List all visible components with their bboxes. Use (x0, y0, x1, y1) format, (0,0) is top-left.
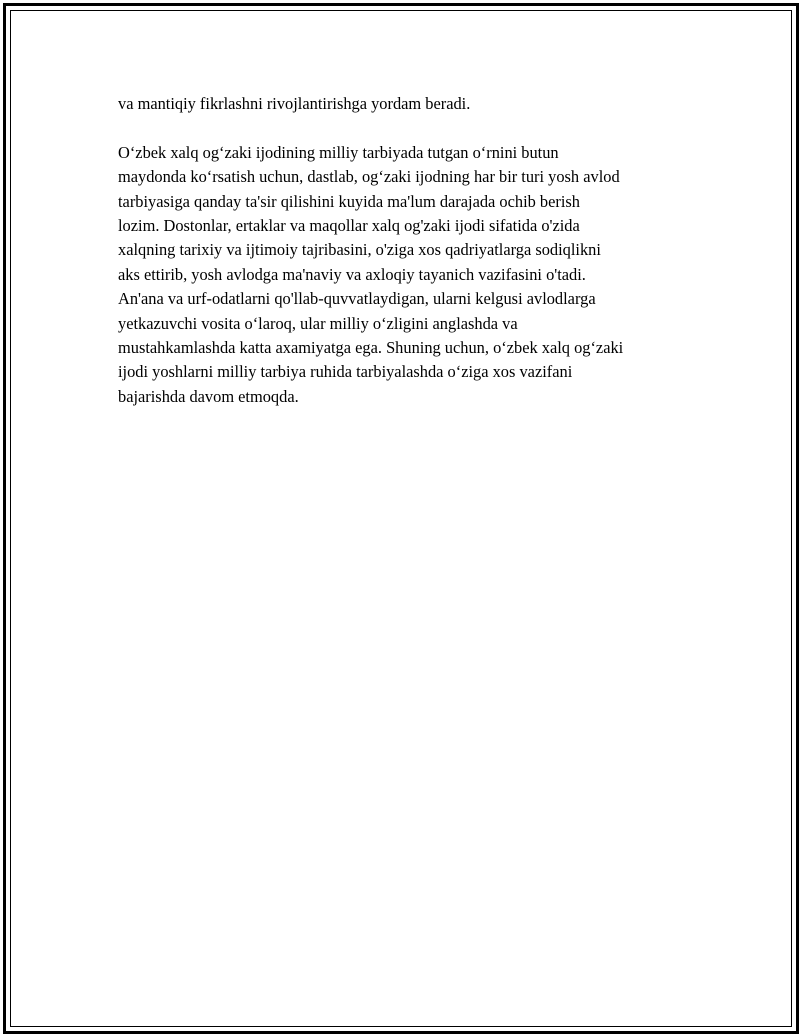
text-line: aks ettirib, yosh avlodga ma'naviy va axloqiy tayanich vazifasini o'tadi. (118, 264, 586, 284)
text-line: mustahkamlashda katta axamiyatga ega. Shuning uchun, o‘zbek xalq og‘zaki (118, 338, 624, 358)
text-line: tarbiyasiga qanday ta'sir qilishini kuyida ma'lum darajada ochib berish (118, 191, 580, 211)
text-line: va mantiqiy fikrlashni rivojlantirishga yordam beradi. (118, 94, 471, 113)
text-line: yetkazuvchi vosita o‘laroq, ular milliy o‘zligini anglashda va (118, 313, 518, 333)
text-line: O‘zbek xalq og‘zaki ijodining milliy tarbiyada tutgan o‘rnini butun (118, 142, 559, 162)
paragraph-continuation (118, 92, 693, 116)
paragraph-main (118, 141, 693, 409)
text-line: maydonda ko‘rsatish uchun, dastlab, og‘zaki ijodning har bir turi yosh avlod (118, 167, 620, 187)
document-body (118, 92, 693, 409)
text-line: ijodi yoshlarni milliy tarbiya ruhida tarbiyalashda o‘ziga xos vazifani (118, 362, 573, 382)
text-line: lozim. Dostonlar, ertaklar va maqollar xalq og'zaki ijodi sifatida o'zida (118, 216, 580, 236)
text-line: xalqning tarixiy va ijtimoiy tajribasini, o'ziga xos qadriyatlarga sodiqlikni (118, 240, 601, 260)
text-line: An'ana va urf-odatlarni qo'llab-quvvatlaydigan, ularni kelgusi avlodlarga (118, 289, 596, 309)
text-line: bajarishda davom etmoqda. (118, 386, 299, 406)
